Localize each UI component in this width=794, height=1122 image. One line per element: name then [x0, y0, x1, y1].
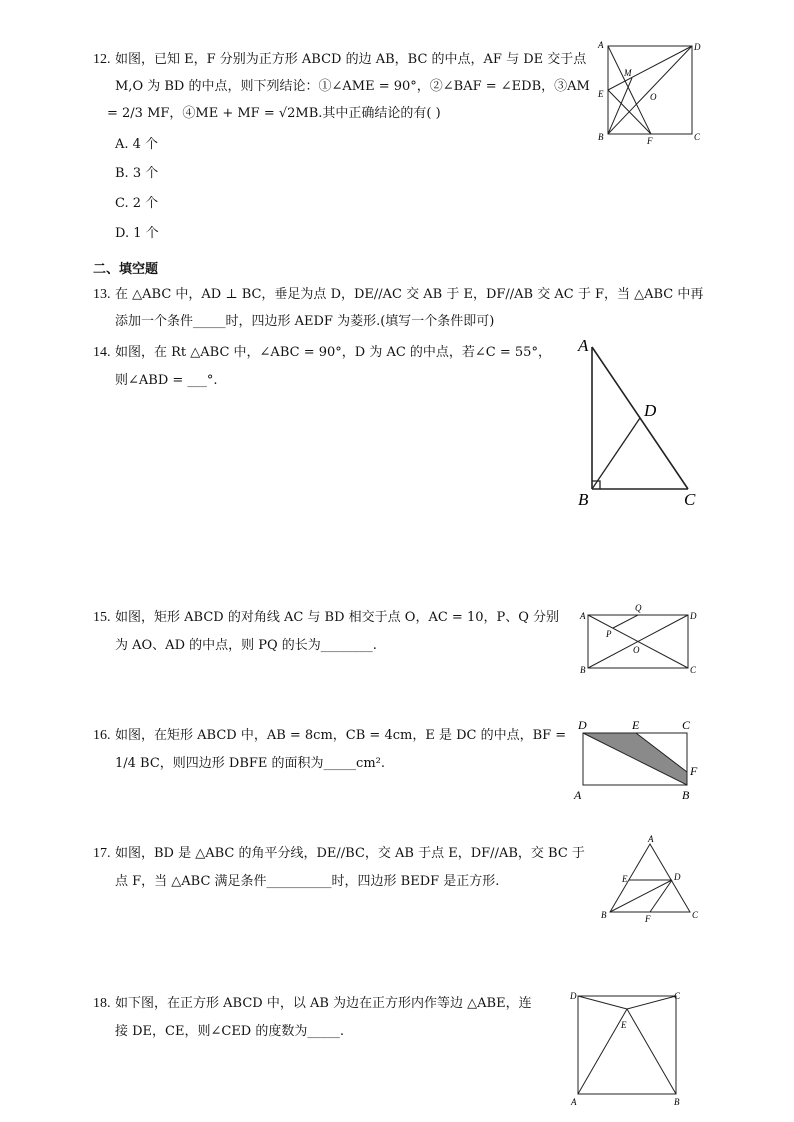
- q14-figure-triangle: [570, 335, 710, 515]
- q14-label-c: C: [684, 490, 696, 509]
- q12-option-a[interactable]: A. 4 个: [115, 137, 159, 152]
- q17-text-line1: 如图，BD 是 △ABC 的角平分线，DE//BC，交 AB 于点 E，DF//AB，交 BC 于: [115, 846, 585, 861]
- q14-number: 14.: [93, 345, 111, 360]
- q18-figure-square: [566, 985, 696, 1110]
- q16-text-line1: 如图，在矩形 ABCD 中，AB = 8cm，CB = 4cm，E 是 DC 的中点，BF =: [115, 728, 567, 743]
- q18-label-c: C: [674, 991, 681, 1001]
- q12-text-line2: M,O 为 BD 的中点，则下列结论：①∠AME = 90°，②∠BAF = ∠EDB，③AM: [115, 79, 590, 94]
- q12-text-line1: 如图，已知 E，F 分别为正方形 ABCD 的边 AB，BC 的中点，AF 与 DE 交于点: [115, 52, 587, 67]
- q12-figure-square: [596, 40, 706, 150]
- q15-figure-rectangle: [576, 600, 706, 680]
- section-title-fill-in: 二、填空题: [93, 262, 159, 277]
- q16-label-f: F: [690, 764, 698, 778]
- q15-text-line2: 为 AO、AD 的中点，则 PQ 的长为________.: [115, 638, 377, 653]
- q16-number: 16.: [93, 728, 111, 743]
- q14-label-b: B: [578, 490, 589, 509]
- q17-label-d: D: [674, 872, 681, 882]
- q13-number: 13.: [93, 287, 111, 302]
- q17-label-f: F: [645, 914, 651, 924]
- q12-option-c[interactable]: C. 2 个: [115, 196, 159, 211]
- q18-label-d: D: [570, 991, 577, 1001]
- q12-label-b: B: [598, 132, 604, 142]
- q18-label-b: B: [674, 1097, 680, 1107]
- q16-label-a: A: [574, 788, 582, 802]
- q12-label-e: E: [598, 89, 604, 99]
- q15-label-p: P: [606, 629, 612, 639]
- q17-label-b: B: [601, 910, 607, 920]
- q16-text-line2: 1/4 BC，则四边形 DBFE 的面积为_____cm².: [115, 756, 385, 771]
- q12-option-b[interactable]: B. 3 个: [115, 166, 159, 181]
- q14-text-line1: 如图，在 Rt △ABC 中，∠ABC = 90°，D 为 AC 的中点，若∠C = 55°，: [115, 345, 551, 360]
- q15-text-line1: 如图，矩形 ABCD 的对角线 AC 与 BD 相交于点 O，AC = 10，P、Q 分别: [115, 610, 560, 625]
- q14-label-d: D: [644, 401, 657, 420]
- q16-label-b: B: [682, 788, 690, 802]
- q15-label-o: O: [633, 645, 640, 655]
- q18-label-a: A: [571, 1097, 577, 1107]
- q12-label-c: C: [694, 132, 701, 142]
- q15-label-q: Q: [635, 603, 642, 613]
- q16-label-d: D: [578, 718, 587, 732]
- q16-label-c: C: [682, 718, 691, 732]
- q13-text-line2: 添加一个条件_____时，四边形 AEDF 为菱形.(填写一个条件即可): [115, 314, 495, 329]
- q15-label-b: B: [580, 665, 586, 675]
- q12-label-o: O: [650, 92, 657, 102]
- q17-number: 17.: [93, 846, 111, 861]
- q12-label-f: F: [647, 136, 653, 146]
- q14-label-a: A: [578, 336, 589, 355]
- q17-label-e: E: [622, 874, 628, 884]
- q15-label-d: D: [690, 611, 697, 621]
- q17-text-line2: 点 F，当 △ABC 满足条件__________时，四边形 BEDF 是正方形.: [115, 874, 500, 889]
- q15-label-c: C: [690, 665, 697, 675]
- q18-number: 18.: [93, 996, 111, 1011]
- q15-label-a: A: [580, 611, 586, 621]
- q12-label-a: A: [598, 40, 604, 50]
- q18-text-line1: 如下图，在正方形 ABCD 中，以 AB 为边在正方形内作等边 △ABE，连: [115, 996, 532, 1011]
- q12-number: 12.: [93, 52, 111, 67]
- q12-text-line3: = 2/3 MF，④ME + MF = √2MB.其中正确结论的有( ): [107, 106, 441, 121]
- q17-figure-triangle: [598, 832, 708, 932]
- q18-label-e: E: [621, 1020, 627, 1030]
- q12-option-d[interactable]: D. 1 个: [115, 226, 159, 241]
- q14-text-line2: 则∠ABD = ___°.: [115, 373, 218, 388]
- q18-text-line2: 接 DE，CE，则∠CED 的度数为_____.: [115, 1024, 344, 1039]
- q16-figure-rectangle: [574, 715, 704, 805]
- q13-text-line1: 在 △ABC 中，AD ⊥ BC，垂足为点 D，DE//AC 交 AB 于 E，DF//AB 交 AC 于 F，当 △ABC 中再: [115, 287, 704, 302]
- q17-label-a: A: [648, 834, 654, 844]
- q12-label-d: D: [694, 42, 701, 52]
- q17-label-c: C: [692, 910, 699, 920]
- q12-label-m: M: [624, 68, 632, 78]
- q16-label-e: E: [632, 718, 640, 732]
- q15-number: 15.: [93, 610, 111, 625]
